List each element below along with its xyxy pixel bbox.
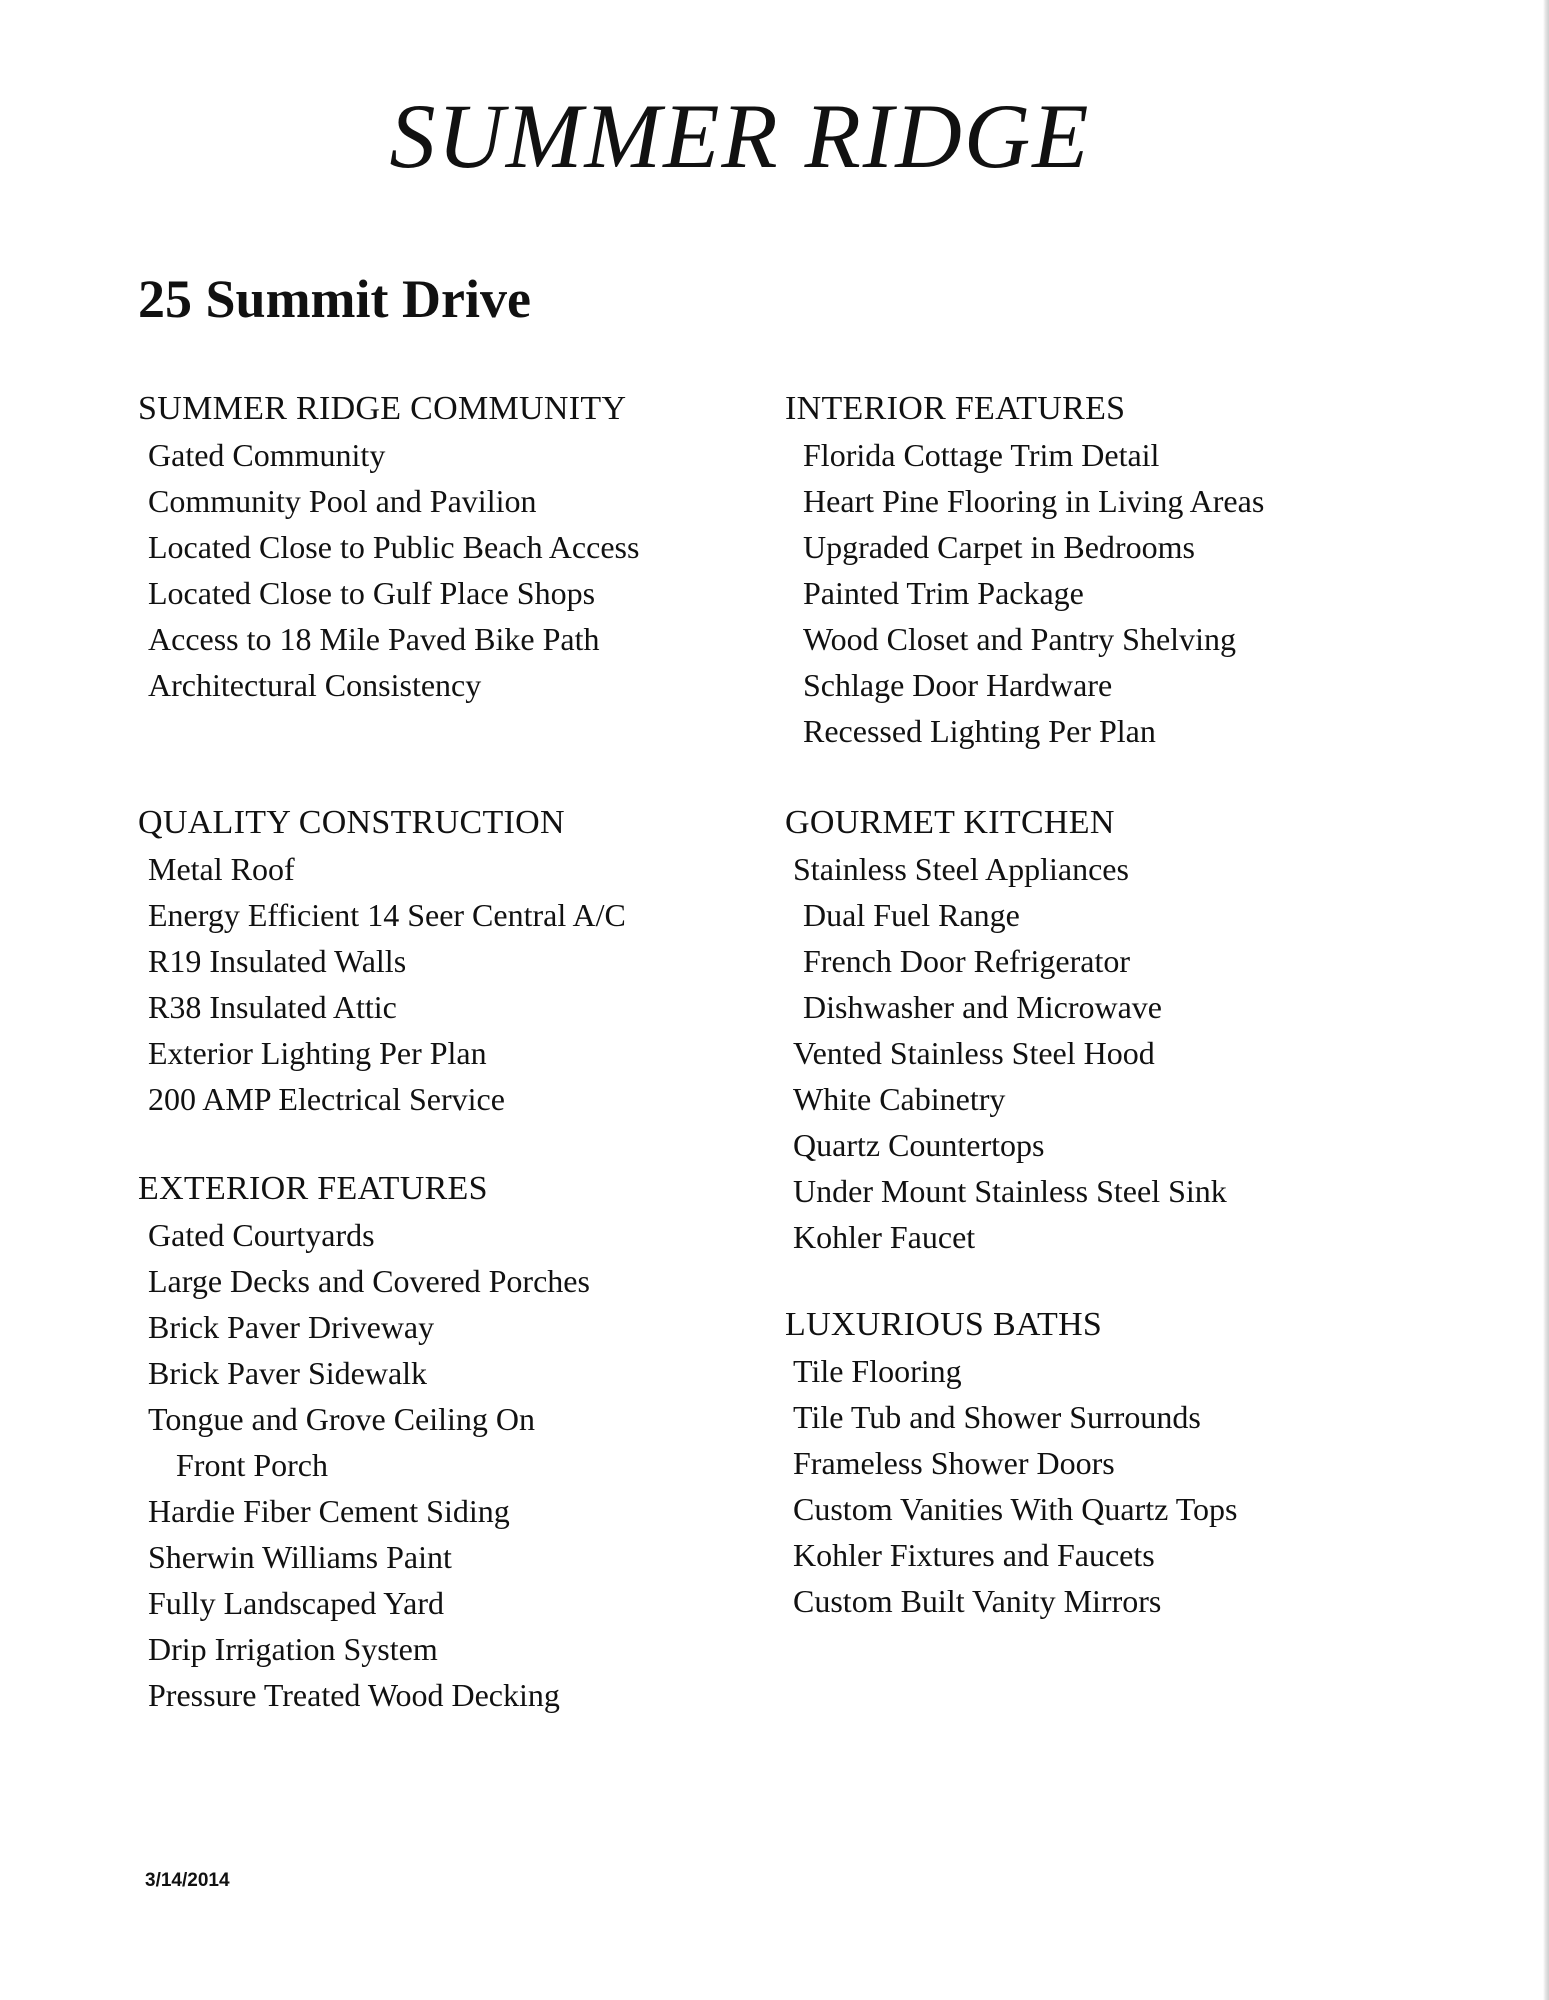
feature-item: Drip Irrigation System [148, 1631, 438, 1667]
section-luxurious-baths [785, 1302, 1237, 1624]
feature-item: Community Pool and Pavilion [148, 483, 537, 519]
feature-item: R38 Insulated Attic [148, 989, 397, 1025]
feature-item: Schlage Door Hardware [803, 667, 1113, 703]
feature-item: Frameless Shower Doors [793, 1445, 1115, 1481]
feature-item: Tile Flooring [793, 1353, 962, 1389]
document-date: 3/14/2014 [145, 1870, 230, 1891]
feature-item: Custom Built Vanity Mirrors [793, 1583, 1162, 1619]
feature-item: Gated Community [148, 437, 386, 473]
feature-item: Architectural Consistency [148, 667, 482, 703]
property-address: 25 Summit Drive [138, 269, 531, 329]
feature-item: Pressure Treated Wood Decking [148, 1677, 560, 1713]
feature-list-baths [785, 1348, 1237, 1624]
section-community [138, 386, 639, 708]
feature-item: Brick Paver Driveway [148, 1309, 435, 1345]
feature-item: Vented Stainless Steel Hood [793, 1035, 1155, 1071]
feature-item: Large Decks and Covered Porches [148, 1263, 590, 1299]
feature-list-quality [138, 846, 626, 1122]
feature-item: Sherwin Williams Paint [148, 1539, 452, 1575]
feature-item: Metal Roof [148, 851, 295, 887]
section-heading-exterior: EXTERIOR FEATURES [138, 1170, 488, 1207]
feature-item: Recessed Lighting Per Plan [803, 713, 1156, 749]
section-heading-community: SUMMER RIDGE COMMUNITY [138, 390, 627, 427]
feature-item: Dual Fuel Range [803, 897, 1020, 933]
feature-item: Stainless Steel Appliances [793, 851, 1129, 887]
section-quality-construction [138, 800, 626, 1122]
feature-item-continuation: Front Porch [176, 1447, 328, 1483]
feature-item: Painted Trim Package [803, 575, 1084, 611]
feature-item: White Cabinetry [793, 1081, 1006, 1117]
feature-list-kitchen [785, 846, 1227, 1260]
feature-item: Brick Paver Sidewalk [148, 1355, 428, 1391]
feature-item: Dishwasher and Microwave [803, 989, 1162, 1025]
feature-item: Kohler Fixtures and Faucets [793, 1537, 1155, 1573]
feature-item: Located Close to Gulf Place Shops [148, 575, 596, 611]
feature-item: Tongue and Grove Ceiling On [148, 1401, 536, 1437]
section-gourmet-kitchen [785, 800, 1227, 1260]
section-interior-features [785, 386, 1264, 754]
feature-item: Heart Pine Flooring in Living Areas [803, 483, 1265, 519]
feature-item: Under Mount Stainless Steel Sink [793, 1173, 1227, 1209]
feature-item: Quartz Countertops [793, 1127, 1045, 1163]
section-heading-quality: QUALITY CONSTRUCTION [138, 804, 565, 841]
feature-item: Gated Courtyards [148, 1217, 375, 1253]
feature-list-exterior [138, 1212, 590, 1718]
feature-item: Custom Vanities With Quartz Tops [793, 1491, 1238, 1527]
page-title: SUMMER RIDGE [389, 85, 1091, 187]
feature-item: Energy Efficient 14 Seer Central A/C [148, 897, 626, 933]
feature-item: Florida Cottage Trim Detail [803, 437, 1160, 473]
feature-item: Kohler Faucet [793, 1219, 976, 1255]
feature-list-interior [785, 432, 1264, 754]
feature-item: Access to 18 Mile Paved Bike Path [148, 621, 600, 657]
section-heading-kitchen: GOURMET KITCHEN [785, 804, 1115, 841]
feature-item: Located Close to Public Beach Access [148, 529, 640, 565]
section-exterior-features [138, 1166, 590, 1718]
feature-item: Tile Tub and Shower Surrounds [793, 1399, 1201, 1435]
feature-item: French Door Refrigerator [803, 943, 1130, 979]
feature-item: Upgraded Carpet in Bedrooms [803, 529, 1195, 565]
feature-item: Exterior Lighting Per Plan [148, 1035, 487, 1071]
feature-list-community [138, 432, 639, 708]
feature-item: Hardie Fiber Cement Siding [148, 1493, 510, 1529]
feature-item: Wood Closet and Pantry Shelving [803, 621, 1236, 657]
feature-item: 200 AMP Electrical Service [148, 1081, 505, 1117]
section-heading-baths: LUXURIOUS BATHS [785, 1306, 1103, 1343]
feature-item: R19 Insulated Walls [148, 943, 407, 979]
feature-item: Fully Landscaped Yard [148, 1585, 444, 1621]
scan-edge [1543, 0, 1549, 2000]
section-heading-interior: INTERIOR FEATURES [785, 390, 1126, 427]
